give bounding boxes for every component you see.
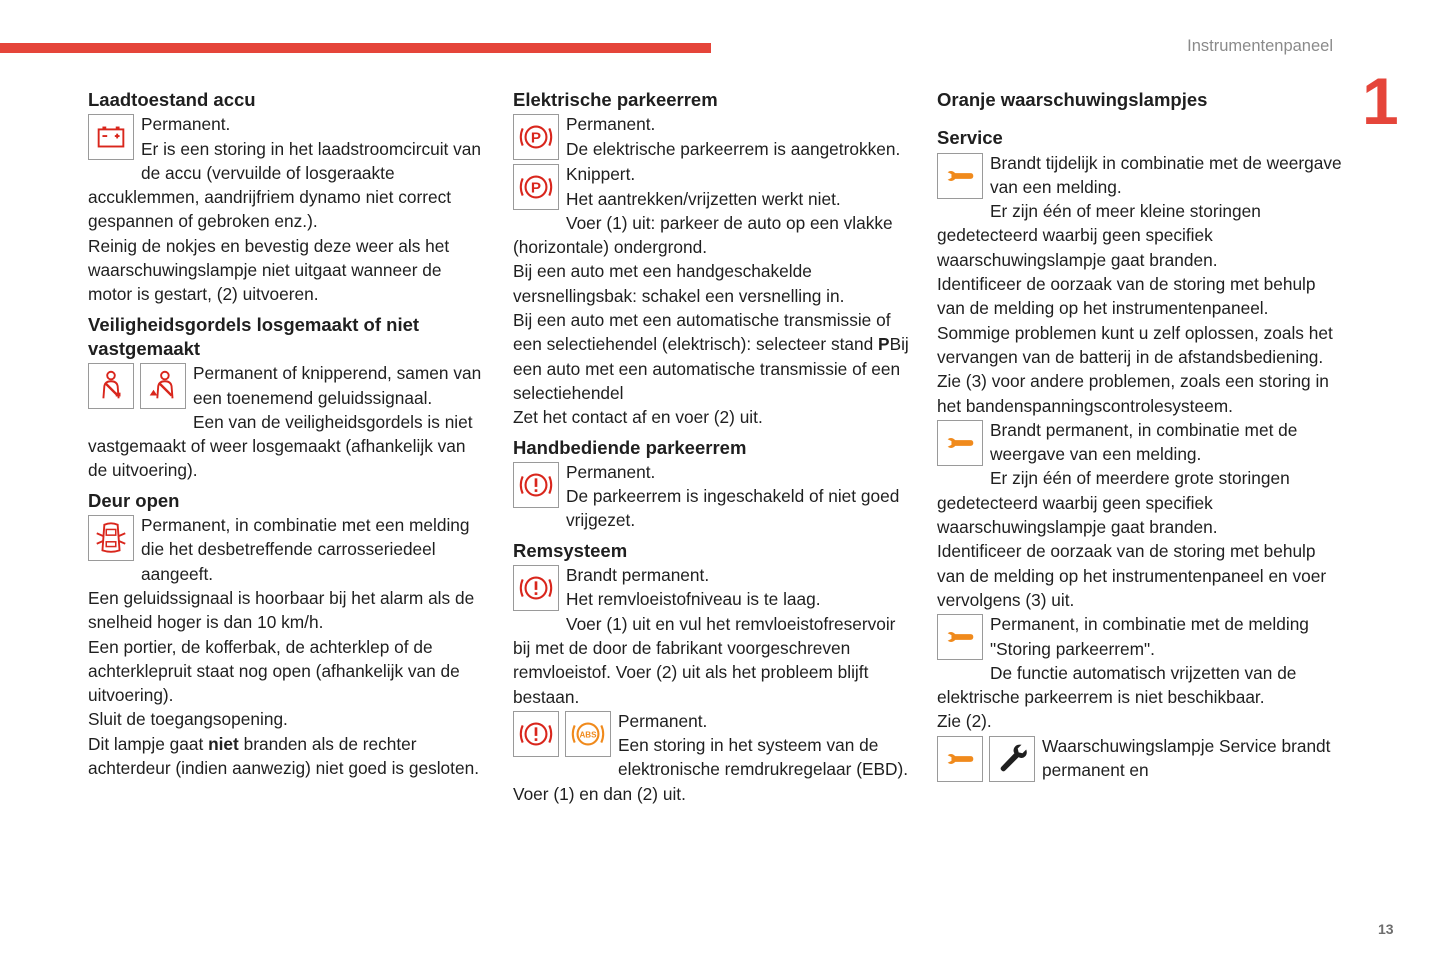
brake-warning-icon xyxy=(513,711,559,757)
seatbelt-icon xyxy=(88,363,134,409)
spanner-icon xyxy=(989,736,1035,782)
epb-icons-b xyxy=(513,164,559,210)
top-accent-bar xyxy=(0,43,711,53)
epb-text-3: Voer (1) uit: parkeer de auto op een vlakke (horizontale) ondergrond. xyxy=(513,212,893,258)
brake-warning-icon xyxy=(513,565,559,611)
brake-system-text-2: Het remvloeistofniveau is te laag. xyxy=(566,589,821,610)
seatbelt-rear-icon xyxy=(140,363,186,409)
page-header-title: Instrumentenpaneel xyxy=(1187,37,1333,55)
manual-brake-text-1: Permanent. xyxy=(566,461,656,482)
service-a-text-5: Zie (3) voor andere problemen, zoals een storing in het bandenspanningscontrolesysteem. xyxy=(937,371,1329,416)
wrench-icon xyxy=(937,420,983,466)
seatbelt-heading: Veiligheidsgordels losgemaakt of niet vastgemaakt xyxy=(88,313,420,359)
service-icons-a xyxy=(937,153,983,199)
column-left xyxy=(88,88,486,780)
door-text-2: Een geluidssignaal is hoorbaar bij het alarm als de snelheid hoger is dan 10 km/h. xyxy=(88,587,475,633)
service-a-text-4: Sommige problemen kunt u zelf oplossen, zoals het vervangen van de batterij in de afstandsbediening. xyxy=(937,322,1333,367)
service-c-text-2: De functie automatisch vrijzetten van de elektrische parkeerrem is niet beschikbaar. xyxy=(937,662,1297,708)
seatbelt-icons xyxy=(88,363,186,409)
battery-text-1: Permanent. xyxy=(141,114,231,135)
column-right xyxy=(937,88,1343,784)
epb-icons-a xyxy=(513,114,559,160)
epb-text-5: Bij een auto met een automatische transmissie of een selectiehendel (elektrisch): selecteer stand PBij een auto met een automatische transmissie of een selectiehendel xyxy=(513,310,909,403)
chapter-number: 1 xyxy=(1362,64,1399,138)
seatbelt-text-2: Een van de veiligheidsgordels is niet vastgemaakt of weer losgemaakt (afhankelijk van de uitvoering). xyxy=(88,411,473,481)
door-text-3: Een portier, de kofferbak, de achterklep of de achterklepruit staat nog open (afhankelijk van de uitvoering). xyxy=(88,636,460,706)
battery-text-3: Reinig de nokjes en bevestig deze weer als het waarschuwingslampje niet uitgaat wanneer de motor is gestart, (2) uitvoeren. xyxy=(88,235,450,305)
svg-text:P: P xyxy=(530,129,542,147)
wrench-icon xyxy=(937,153,983,199)
service-b-text-3: Identificeer de oorzaak van de storing met behulp van de melding op het instrumentenpaneel en voer vervolgens (3) uit. xyxy=(937,541,1327,610)
manual-brake-heading: Handbediende parkeerrem xyxy=(513,436,747,458)
manual-brake-text-2: De parkeerrem is ingeschakeld of niet goed vrijgezet. xyxy=(566,486,900,531)
epb-a-text-1: Permanent. xyxy=(566,114,656,135)
brake-warning-icon xyxy=(513,462,559,508)
service-icons-d xyxy=(937,736,1035,782)
epb-text-6: Zet het contact af en voer (2) uit. xyxy=(513,407,763,428)
parking-brake-p-icon xyxy=(513,164,559,210)
epb-b-text-2: Het aantrekken/vrijzetten werkt niet. xyxy=(566,188,841,209)
service-a-text-3: Identificeer de oorzaak van de storing met behulp van de melding op het instrumentenpaneel. xyxy=(937,274,1316,319)
seatbelt-text-1: Permanent of knipperend, samen van een toenemend geluidssignaal. xyxy=(193,363,482,408)
page-number: 13 xyxy=(1378,921,1394,937)
ebd-icons xyxy=(513,711,611,757)
ebd-text-1: Permanent. xyxy=(618,710,708,731)
battery-icons xyxy=(88,114,134,160)
wrench-icon xyxy=(937,614,983,660)
epb-text-4: Bij een auto met een handgeschakelde versnellingsbak: schakel een versnelling in. xyxy=(513,261,845,306)
door-open-icon xyxy=(88,515,134,561)
svg-text:P: P xyxy=(530,179,542,197)
ebd-text-2: Een storing in het systeem van de elektronische remdrukregelaar (EBD). xyxy=(618,735,909,780)
service-heading: Service xyxy=(937,127,1003,149)
brake-system-text-3: Voer (1) uit en vul het remvloeistofreservoir bij met de door de fabrikant voorgeschreven remvloeistof. Voer (2) uit als het probleem blijft bestaan. xyxy=(513,613,896,707)
svg-text:ABS: ABS xyxy=(579,730,597,740)
service-b-text-2: Er zijn één of meerdere grote storingen gedetecteerd waarbij geen specifiek waarschuwingslampje gaat branden. xyxy=(937,468,1290,538)
door-icons xyxy=(88,515,134,561)
service-c-text-3: Zie (2). xyxy=(937,711,992,732)
door-text-4: Sluit de toegangsopening. xyxy=(88,709,288,730)
epb-a-text-2: De elektrische parkeerrem is aangetrokken. xyxy=(566,138,901,159)
door-text-5: Dit lampje gaat niet branden als de rechter achterdeur (indien aanwezig) niet goed is gesloten. xyxy=(88,733,479,779)
parking-brake-p-icon xyxy=(513,114,559,160)
service-d-text-1: Waarschuwingslampje Service brandt permanent en xyxy=(1042,735,1331,781)
service-a-text-2: Er zijn één of meer kleine storingen gedetecteerd waarbij geen specifiek waarschuwingslampje gaat branden. xyxy=(937,201,1261,270)
brake-system-text-1: Brandt permanent. xyxy=(566,565,710,586)
service-b-text-1: Brandt permanent, in combinatie met de weergave van een melding. xyxy=(990,419,1298,465)
door-heading: Deur open xyxy=(88,489,180,511)
wrench-icon xyxy=(937,736,983,782)
service-icons-b xyxy=(937,420,983,466)
service-a-text-1: Brandt tijdelijk in combinatie met de weergave van een melding. xyxy=(990,152,1342,197)
battery-icon xyxy=(88,114,134,160)
column-middle xyxy=(513,88,911,806)
orange-warnings-heading: Oranje waarschuwingslampjes xyxy=(937,89,1208,110)
brake-system-icons xyxy=(513,565,559,611)
ebd-text-3: Voer (1) en dan (2) uit. xyxy=(513,783,686,804)
abs-icon xyxy=(565,711,611,757)
epb-b-text-1: Knippert. xyxy=(566,164,636,185)
door-text-1: Permanent, in combinatie met een melding die het desbetreffende carrosseriedeel aangeeft. xyxy=(141,515,470,584)
battery-text-2: Er is een storing in het laadstroomcircuit van de accu (vervuilde of losgeraakte accuklemmen, aandrijfriem dynamo niet correct gespannen of gebroken enz.). xyxy=(88,138,482,232)
epb-heading: Elektrische parkeerrem xyxy=(513,89,718,110)
battery-heading: Laadtoestand accu xyxy=(88,89,256,110)
manual-brake-icons xyxy=(513,462,559,508)
service-c-text-1: Permanent, in combinatie met de melding "Storing parkeerrem". xyxy=(990,614,1309,659)
service-icons-c xyxy=(937,614,983,660)
brake-system-heading: Remsysteem xyxy=(513,539,628,561)
